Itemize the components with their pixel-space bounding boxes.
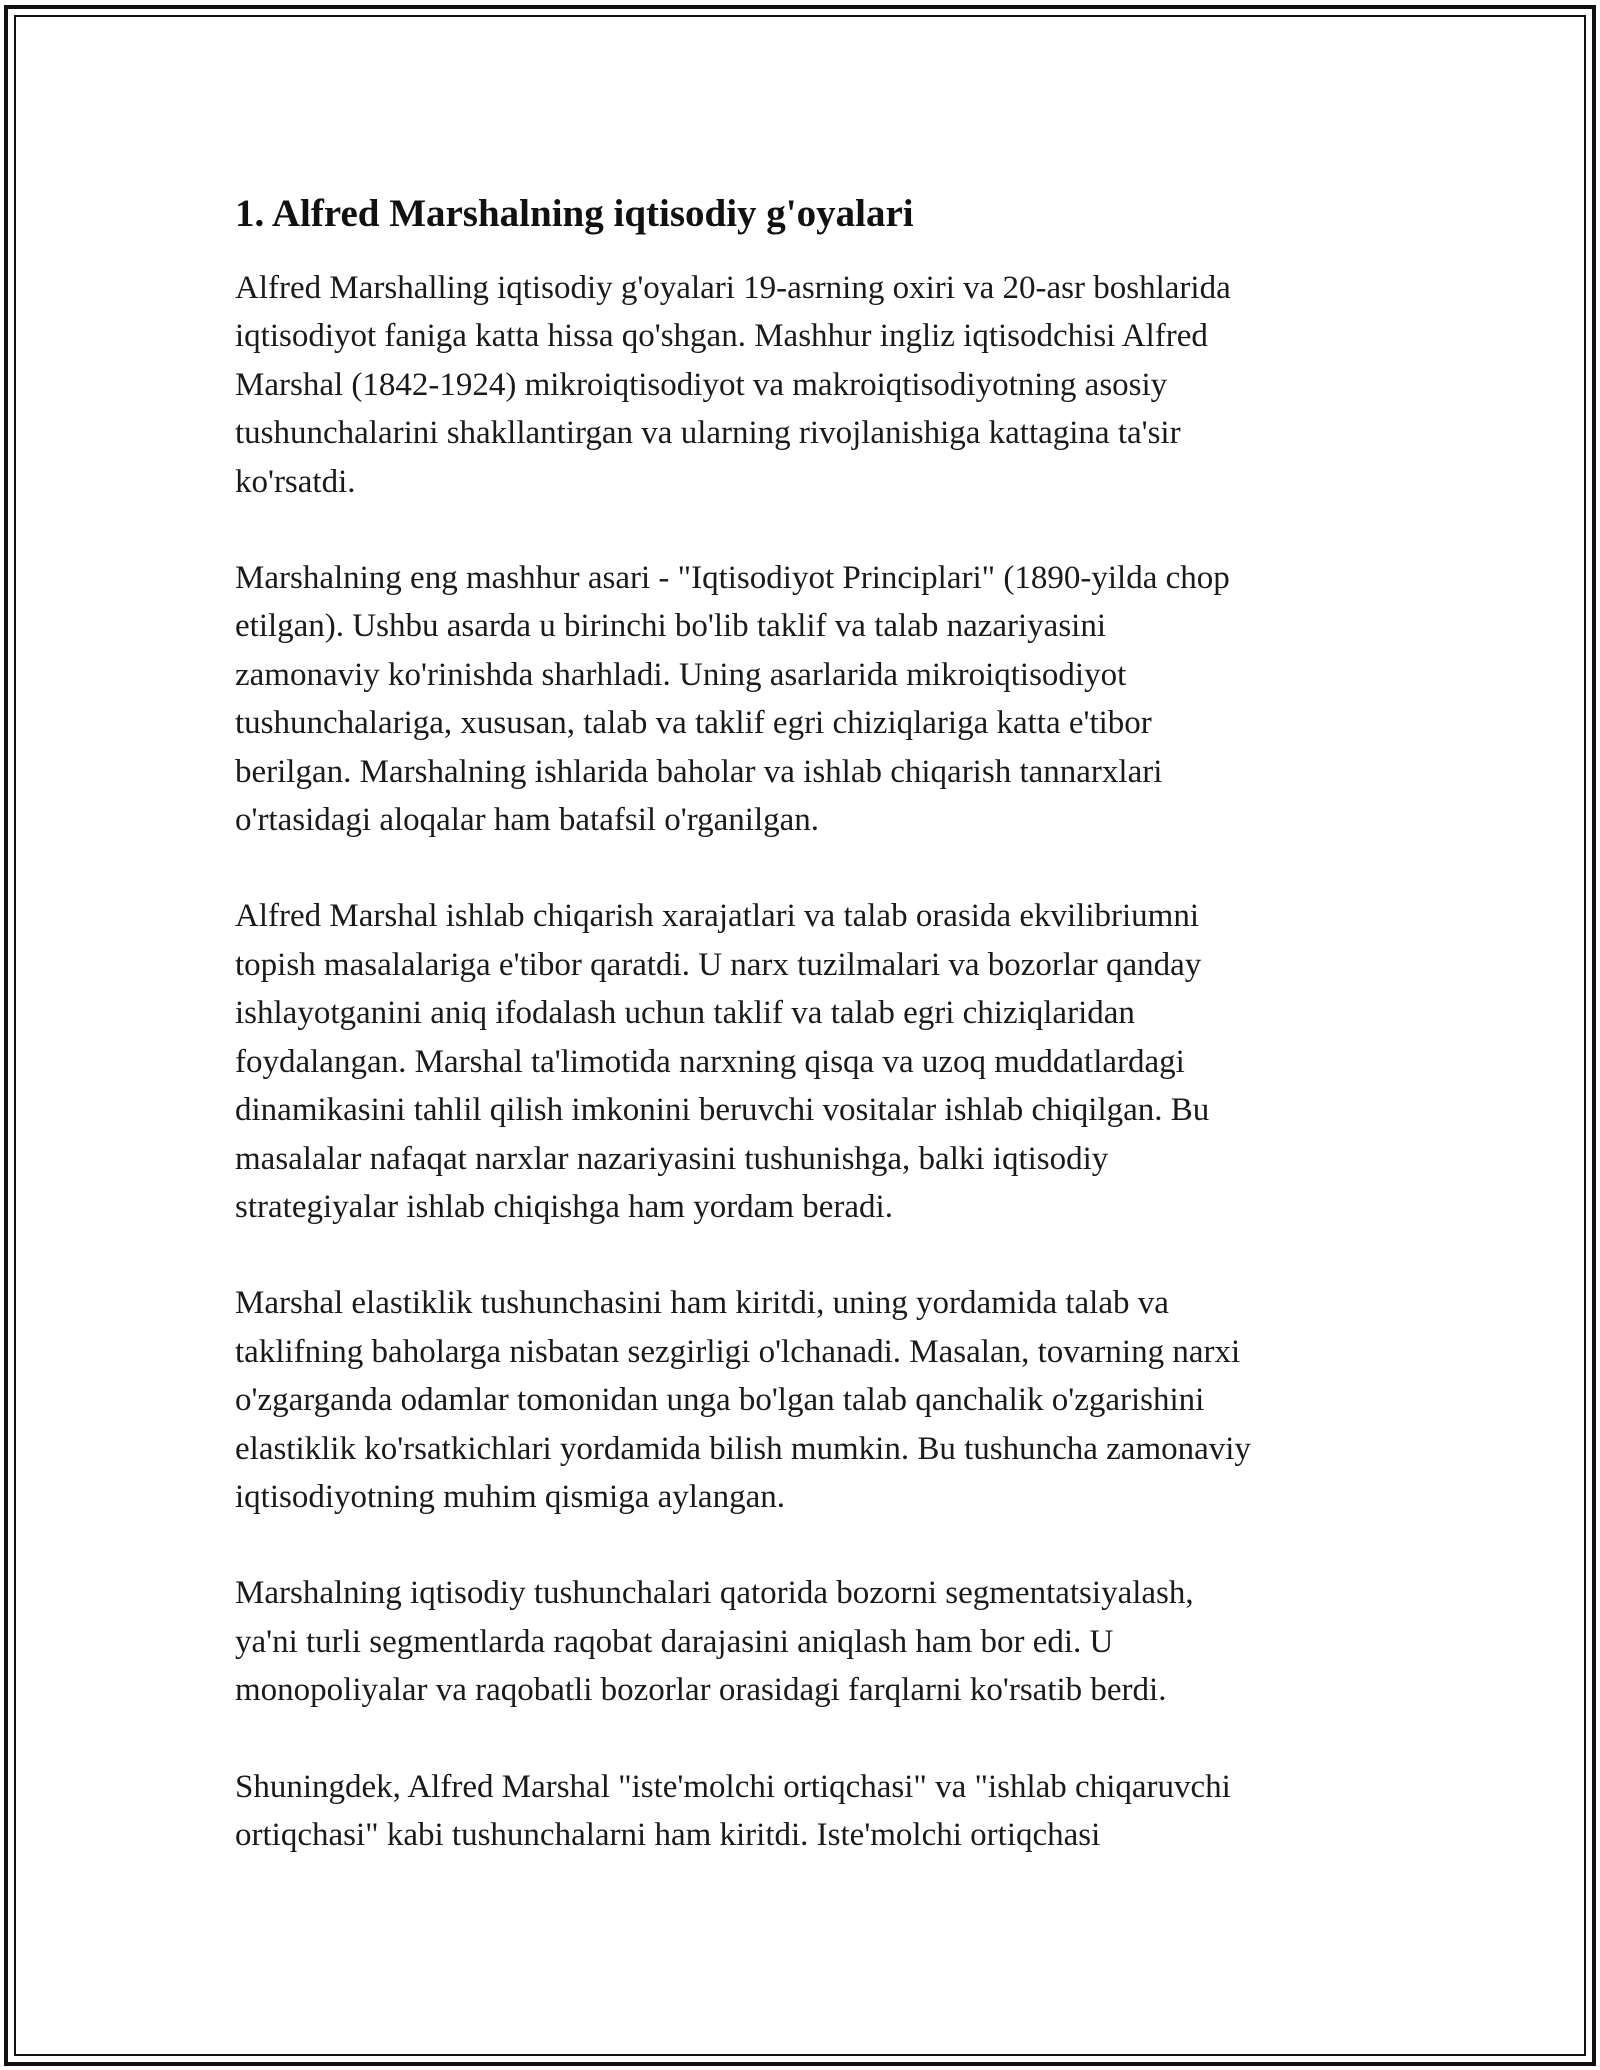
paragraph [235,1279,1385,1521]
text-line: elastiklik ko'rsatkichlari yordamida bilish mumkin. Bu tushuncha zamonaviy [235,1430,1251,1467]
text-line: ortiqchasi" kabi tushunchalarni ham kiritdi. Iste'molchi ortiqchasi [235,1816,1101,1853]
text-line: ko'rsatdi. [235,463,356,500]
text-line: Marshalning iqtisodiy tushunchalari qatorida bozorni segmentatsiyalash, [235,1575,1194,1612]
text-line: taklifning baholarga nisbatan sezgirligi o'lchanadi. Masalan, tovarning narxi [235,1333,1241,1370]
document-body [235,186,1385,1907]
text-line: iqtisodiyotning muhim qismiga aylangan. [235,1478,785,1515]
text-line: Marshal (1842-1924) mikroiqtisodiyot va makroiqtisodiyotning asosiy [235,366,1168,403]
text-line: monopoliyalar va raqobatli bozorlar orasidagi farqlarni ko'rsatib berdi. [235,1672,1167,1709]
text-line: zamonaviy ko'rinishda sharhladi. Uning asarlarida mikroiqtisodiyot [235,656,1127,693]
text-line: Shuningdek, Alfred Marshal "iste'molchi ortiqchasi" va "ishlab chiqaruvchi [235,1768,1231,1805]
text-line: o'rtasidagi aloqalar ham batafsil o'rganilgan. [235,802,820,839]
text-line: ishlayotganini aniq ifodalash uchun taklif va talab egri chiziqlaridan [235,995,1135,1032]
text-line: etilgan). Ushbu asarda u birinchi bo'lib taklif va talab nazariyasini [235,608,1107,645]
paragraph [235,554,1385,844]
text-line: Alfred Marshal ishlab chiqarish xarajatlari va talab orasida ekvilibriumni [235,898,1200,935]
text-line: Marshal elastiklik tushunchasini ham kiritdi, uning yordamida talab va [235,1285,1169,1322]
text-line: tushunchalarini shakllantirgan va ularning rivojlanishiga kattagina ta'sir [235,415,1181,452]
paragraph [235,892,1385,1231]
text-line: ya'ni turli segmentlarda raqobat darajasini aniqlash ham bor edi. U [235,1623,1114,1660]
text-line: dinamikasini tahlil qilish imkonini beruvchi vositalar ishlab chiqilgan. Bu [235,1092,1210,1129]
text-line: berilgan. Marshalning ishlarida baholar va ishlab chiqarish tannarxlari [235,753,1163,790]
section-heading: 1. Alfred Marshalning iqtisodiy g'oyalari [235,192,914,235]
text-line: iqtisodiyot faniga katta hissa qo'shgan. Mashhur ingliz iqtisodchisi Alfred [235,318,1208,355]
paragraph [235,1763,1385,1860]
text-line: Alfred Marshalling iqtisodiy g'oyalari 19-asrning oxiri va 20-asr boshlarida [235,270,1231,306]
text-line: masalalar nafaqat narxlar nazariyasini tushunishga, balki iqtisodiy [235,1140,1109,1177]
text-line: o'zgarganda odamlar tomonidan unga bo'lgan talab qanchalik o'zgarishini [235,1382,1205,1419]
paragraph [235,264,1385,506]
text-line: tushunchalariga, xususan, talab va taklif egri chiziqlariga katta e'tibor [235,705,1152,742]
text-line: Marshalning eng mashhur asari - "Iqtisodiyot Principlari" (1890-yilda chop [235,560,1230,597]
paragraph [235,1569,1385,1714]
text-line: strategiyalar ishlab chiqishga ham yordam beradi. [235,1188,893,1225]
text-line: foydalangan. Marshal ta'limotida narxning qisqa va uzoq muddatlardagi [235,1043,1185,1080]
paragraph-list [235,264,1385,1859]
text-line: topish masalalariga e'tibor qaratdi. U narx tuzilmalari va bozorlar qanday [235,946,1202,983]
